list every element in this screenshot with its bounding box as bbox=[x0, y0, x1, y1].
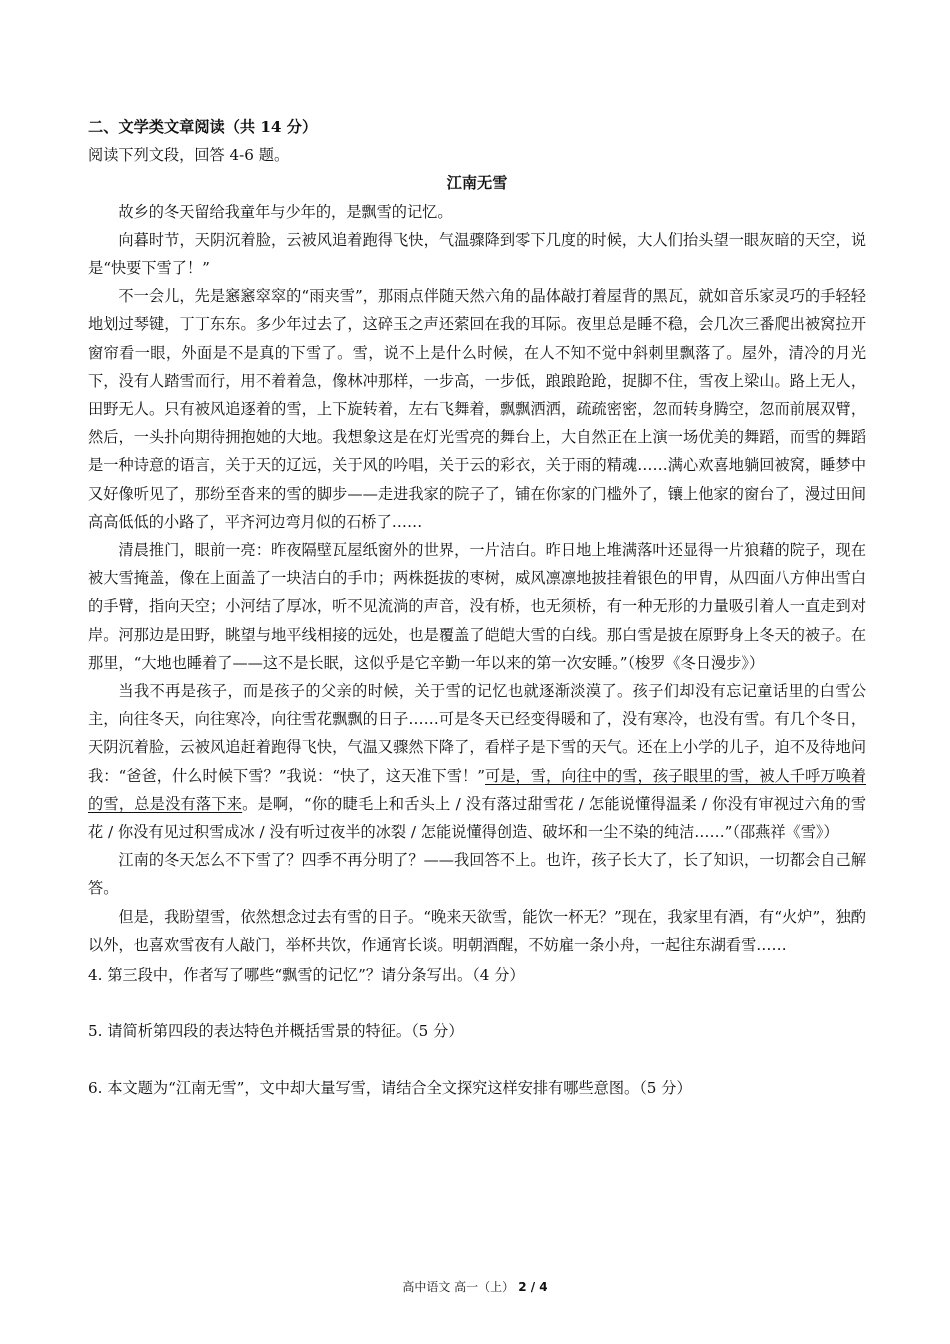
article-paragraph-6: 江南的冬天怎么不下雪了？四季不再分明了？——我回答不上。也许，孩子长大了，长了知识，一切都会自己解答。 bbox=[88, 851, 866, 898]
page-content bbox=[88, 113, 866, 1102]
question-4: 4. 第三段中，作者写了哪些“飘雪的记忆”？请分条写出。（4 分） bbox=[88, 966, 525, 985]
underlined-sentence: 可是，雪，向往中的雪，孩子眼里的雪，被人千呼万唤着的雪，总是没有落下来 bbox=[88, 766, 867, 813]
article-paragraph-4: 清晨推门，眼前一亮：昨夜隔壁瓦屋纸窗外的世界，一片洁白。昨日地上堆满落叶还显得一片狼藉的院子，现在被大雪掩盖，像在上面盖了一块洁白的手巾；两株挺拔的枣树，威风凛凛地披挂着银色的甲胄，从四面八方伸出雪白的手臂，指向天空；小河结了厚冰，听不见流淌的声音，没有桥，也无须桥，有一种无形的力量吸引着人一直走到对岸。河那边是田野，眺望与地平线相接的远处，也是覆盖了皑皑大雪的白线。那白雪是披在原野身上冬天的被子。在那里，“大地也睡着了——这不是长眠，这似乎是它辛勤一年以来的第一次安睡。”（梭罗《冬日漫步》） bbox=[88, 541, 866, 672]
article-paragraph-1: 故乡的冬天留给我童年与少年的，是飘雪的记忆。 bbox=[118, 202, 453, 221]
article-paragraph-2: 向暮时节，天阴沉着脸，云被风追着跑得飞快，气温骤降到零下几度的时候，大人们抬头望一眼灰暗的天空，说是“快要下雪了！” bbox=[88, 230, 866, 278]
page-number: 2 / 4 bbox=[518, 1280, 548, 1294]
page-footer bbox=[0, 1278, 950, 1295]
question-6: 6. 本文题为“江南无雪”，文中却大量写雪，请结合全文探究这样安排有哪些意图。（5 分） bbox=[88, 1078, 692, 1097]
paragraph-5-text-before: 当我不再是孩子，而是孩子的父亲的时候，关于雪的记忆也就逐渐淡漠了。孩子们却没有忘记童话里的白雪公主，向往冬天，向往寒冷，向往雪花飘飘的日子……可是冬天已经变得暖和了，没有寒冷，也没有雪。有几个冬日，天阴沉着脸，云被风追赶着跑得飞快，气温又骤然下降了，看样子是下雪的天气。还在上小学的儿子，迫不及待地问我：“爸爸，什么时候下雪？”我说：“快了，这天准下雪！” bbox=[88, 682, 866, 785]
paragraph-5-text-after: 。是啊，“你的睫毛上和舌头上 / 没有落过甜雪花 / 怎能说懂得温柔 / 你没有审视过六角的雪花 / 你没有见过积雪成冰 / 没有听过夜半的冰裂 / 怎能说懂得创造、破坏和一尘不染的纯洁……”（邵燕祥《雪》） bbox=[88, 794, 867, 842]
section-instruction: 阅读下列文段，回答 4-6 题。 bbox=[88, 146, 290, 165]
article-paragraph-3: 不一会儿，先是窸窸窣窣的“雨夹雪”，那雨点伴随天然六角的晶体敲打着屋背的黑瓦，就如音乐家灵巧的手轻轻地划过琴键，丁丁东东。多少年过去了，这碎玉之声还萦回在我的耳际。夜里总是睡不稳，会几次三番爬出被窝拉开窗帘看一眼，外面是不是真的下雪了。雪，说不上是什么时候，在人不知不觉中斜刺里飘落了。屋外，清冷的月光下，没有人踏雪而行，用不着着急，像林冲那样，一步高，一步低，踉踉跄跄，捉脚不住，雪夜上梁山。路上无人，田野无人。只有被风追逐着的雪，上下旋转着，左右飞舞着，飘飘洒洒，疏疏密密，忽而转身腾空，忽而前展双臂，然后，一头扑向期待拥抱她的大地。我想象这是在灯光雪亮的舞台上，大自然正在上演一场优美的舞蹈，而雪的舞蹈是一种诗意的语言，关于天的辽远，关于风的吟唱，关于云的彩衣，关于雨的精魂……满心欢喜地躺回被窝，睡梦中又好像听见了，那纷至沓来的雪的脚步——走进我家的院子了，铺在你家的门槛外了，镶上他家的窗台了，漫过田间高高低低的小路了，平齐河边弯月似的石桥了…… bbox=[88, 287, 866, 531]
article-paragraph-5 bbox=[88, 677, 866, 846]
section-title: 二、文学类文章阅读（共 14 分） bbox=[88, 118, 318, 136]
article-paragraph-7: 但是，我盼望雪，依然想念过去有雪的日子。“晚来天欲雪，能饮一杯无？”现在，我家里有酒，有“火炉”，独酌以外，也喜欢雪夜有人敲门，举杯共饮，作通宵长谈。明朝酒醒，不妨雇一条小舟，一起往东湖看雪…… bbox=[88, 907, 866, 954]
question-5: 5. 请简析第四段的表达特色并概括雪景的特征。（5 分） bbox=[88, 1022, 464, 1041]
article-title: 江南无雪 bbox=[446, 174, 508, 193]
footer-label: 高中语文 高一（上） bbox=[402, 1280, 515, 1294]
